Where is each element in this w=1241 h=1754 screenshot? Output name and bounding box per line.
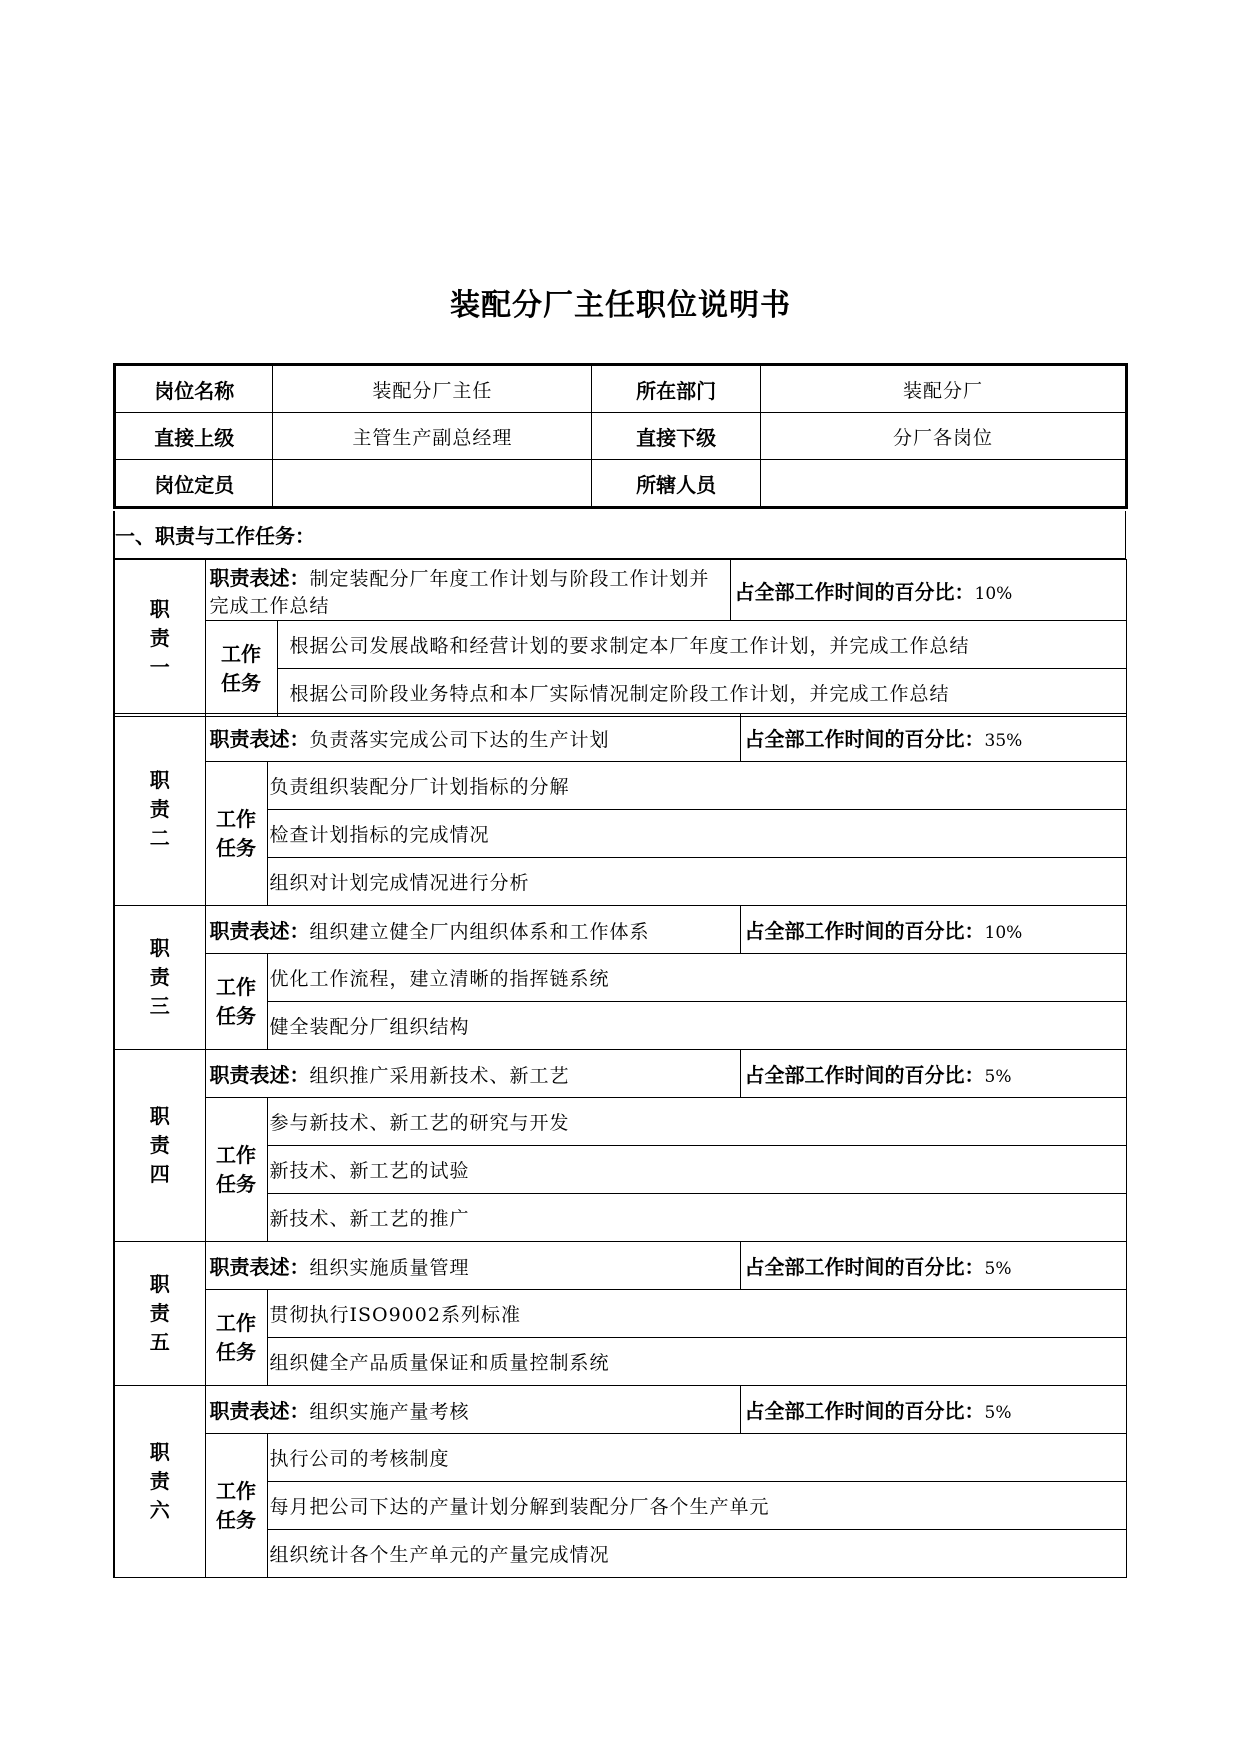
duty-block xyxy=(113,1385,1127,1578)
duty-label: 职 责 六 xyxy=(114,1386,205,1578)
task-row xyxy=(114,762,1127,810)
task-item: 根据公司发展战略和经营计划的要求制定本厂年度工作计划，并完成工作总结 xyxy=(277,621,1127,669)
duty-label: 职 责 五 xyxy=(114,1242,205,1386)
pct-value: 10% xyxy=(984,923,1023,943)
task-item: 新技术、新工艺的试验 xyxy=(267,1146,1127,1194)
pct-label: 占全部工作时间的百分比： xyxy=(734,579,975,604)
task-label: 工作 任务 xyxy=(205,954,267,1050)
duty-desc-row xyxy=(114,1386,1127,1434)
duty-description xyxy=(205,1386,740,1434)
subordinate-label: 直接下级 xyxy=(592,413,760,460)
headcount-value xyxy=(273,460,592,508)
desc-label: 职责表述： xyxy=(209,1399,310,1423)
duty-label: 职 责 二 xyxy=(114,714,205,906)
task-item: 每月把公司下达的产量计划分解到装配分厂各个生产单元 xyxy=(267,1482,1127,1530)
task-item: 执行公司的考核制度 xyxy=(267,1434,1127,1482)
task-label: 工作 任务 xyxy=(205,1098,267,1242)
duty-block xyxy=(113,559,1127,717)
staff-label: 所辖人员 xyxy=(592,460,760,508)
department-value: 装配分厂 xyxy=(760,365,1126,413)
duty-desc-row xyxy=(114,560,1127,621)
pct-value: 5% xyxy=(984,1259,1012,1279)
task-item: 组织统计各个生产单元的产量完成情况 xyxy=(267,1530,1127,1578)
duty-description xyxy=(205,560,730,621)
staff-value xyxy=(760,460,1126,508)
duty-percentage xyxy=(730,560,1126,621)
pct-value: 10% xyxy=(974,583,1013,604)
desc-text: 组织实施质量管理 xyxy=(309,1257,470,1279)
info-row xyxy=(115,365,1127,413)
task-label: 工作 任务 xyxy=(205,1290,267,1386)
page-title: 装配分厂主任职位说明书 xyxy=(450,288,791,323)
task-label: 工作 任务 xyxy=(205,762,267,906)
supervisor-label: 直接上级 xyxy=(115,413,273,460)
pct-label: 占全部工作时间的百分比： xyxy=(744,1399,985,1423)
duty-label: 职 责 一 xyxy=(114,560,205,717)
pct-label: 占全部工作时间的百分比： xyxy=(744,1063,985,1087)
duty-block xyxy=(113,1049,1127,1242)
task-item: 优化工作流程，建立清晰的指挥链系统 xyxy=(267,954,1127,1002)
section-title: 一、职责与工作任务： xyxy=(113,511,1126,559)
desc-label: 职责表述： xyxy=(209,566,310,590)
task-item: 根据公司阶段业务特点和本厂实际情况制定阶段工作计划，并完成工作总结 xyxy=(277,669,1127,717)
desc-text: 组织实施产量考核 xyxy=(309,1401,470,1423)
duty-description xyxy=(205,1050,740,1098)
duty-block xyxy=(113,1241,1127,1386)
duty-block xyxy=(113,713,1127,906)
duty-percentage xyxy=(740,906,1126,954)
desc-label: 职责表述： xyxy=(209,1255,310,1279)
desc-text: 负责落实完成公司下达的生产计划 xyxy=(309,729,610,751)
pct-value: 5% xyxy=(984,1067,1012,1087)
info-row xyxy=(115,413,1127,460)
duty-desc-row xyxy=(114,1050,1127,1098)
pct-value: 35% xyxy=(984,731,1023,751)
duty-label: 职 责 三 xyxy=(114,906,205,1050)
task-row xyxy=(114,1434,1127,1482)
task-label: 工作 任务 xyxy=(205,1434,267,1578)
task-item: 参与新技术、新工艺的研究与开发 xyxy=(267,1098,1127,1146)
task-row xyxy=(114,1290,1127,1338)
duty-description xyxy=(205,1242,740,1290)
supervisor-value: 主管生产副总经理 xyxy=(273,413,592,460)
task-item: 组织健全产品质量保证和质量控制系统 xyxy=(267,1338,1127,1386)
pct-label: 占全部工作时间的百分比： xyxy=(744,919,985,943)
desc-text: 组织推广采用新技术、新工艺 xyxy=(309,1065,570,1087)
duty-block xyxy=(113,905,1127,1050)
position-name-value: 装配分厂主任 xyxy=(273,365,592,413)
task-label: 工作 任务 xyxy=(205,621,277,717)
duty-percentage xyxy=(740,1242,1126,1290)
task-item: 检查计划指标的完成情况 xyxy=(267,810,1127,858)
position-info-table xyxy=(113,363,1128,509)
desc-label: 职责表述： xyxy=(209,919,310,943)
pct-value: 5% xyxy=(984,1403,1012,1423)
headcount-label: 岗位定员 xyxy=(115,460,273,508)
duty-description xyxy=(205,906,740,954)
task-row xyxy=(114,1098,1127,1146)
desc-text: 制定装配分厂年度工作计划与阶段工作计划并完成工作总结 xyxy=(209,568,710,617)
task-item: 组织对计划完成情况进行分析 xyxy=(267,858,1127,906)
position-name-label: 岗位名称 xyxy=(115,365,273,413)
task-item: 健全装配分厂组织结构 xyxy=(267,1002,1127,1050)
task-row xyxy=(114,621,1127,669)
subordinate-value: 分厂各岗位 xyxy=(760,413,1126,460)
task-item: 贯彻执行ISO9002系列标准 xyxy=(267,1290,1127,1338)
duty-desc-row xyxy=(114,714,1127,762)
department-label: 所在部门 xyxy=(592,365,760,413)
pct-label: 占全部工作时间的百分比： xyxy=(744,727,985,751)
duty-percentage xyxy=(740,714,1126,762)
duty-percentage xyxy=(740,1386,1126,1434)
duty-desc-row xyxy=(114,1242,1127,1290)
duty-label: 职 责 四 xyxy=(114,1050,205,1242)
duty-percentage xyxy=(740,1050,1126,1098)
desc-label: 职责表述： xyxy=(209,727,310,751)
task-row xyxy=(114,954,1127,1002)
task-item: 新技术、新工艺的推广 xyxy=(267,1194,1127,1242)
info-row xyxy=(115,460,1127,508)
duty-description xyxy=(205,714,740,762)
desc-label: 职责表述： xyxy=(209,1063,310,1087)
task-item: 负责组织装配分厂计划指标的分解 xyxy=(267,762,1127,810)
desc-text: 组织建立健全厂内组织体系和工作体系 xyxy=(309,921,650,943)
pct-label: 占全部工作时间的百分比： xyxy=(744,1255,985,1279)
duty-desc-row xyxy=(114,906,1127,954)
